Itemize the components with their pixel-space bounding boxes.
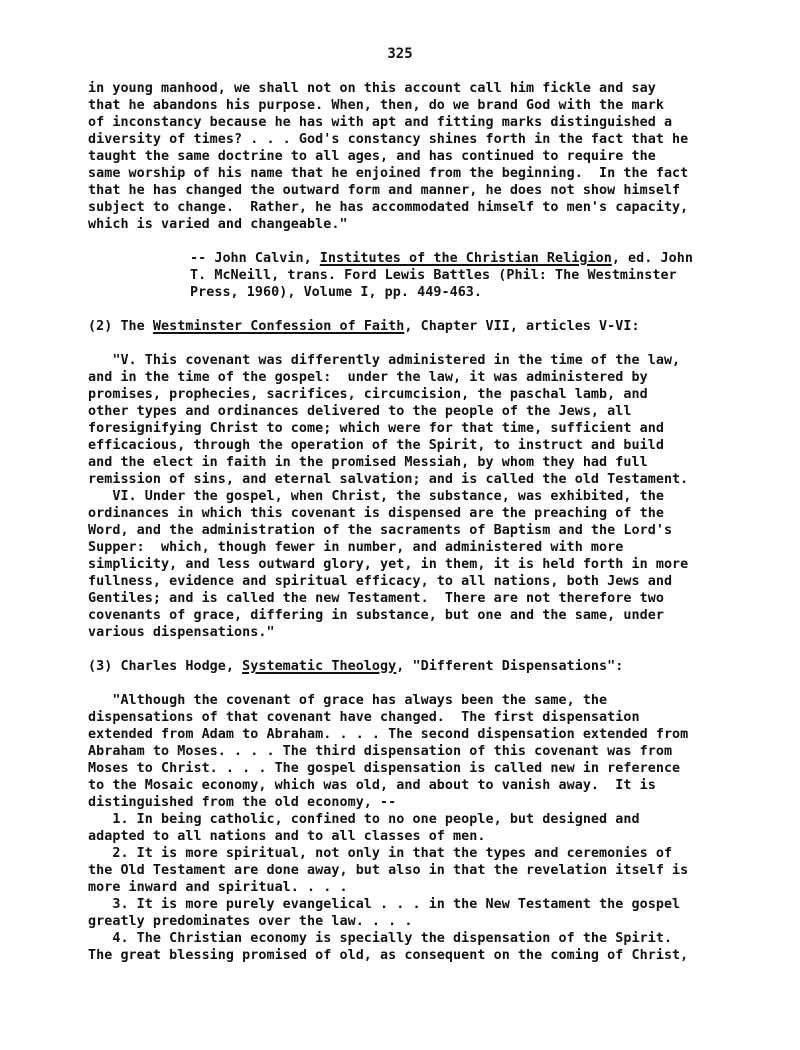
heading-title: Systematic Theology (242, 659, 397, 674)
page-number: 325 (387, 46, 413, 62)
text-line: to the Mosaic economy, which was old, and about to vanish away. It is (88, 778, 656, 793)
text-line: foresignifying Christ to come; which were for that time, sufficient and (88, 421, 664, 436)
text-line: Abraham to Moses. . . . The third dispensation of this covenant was from (88, 744, 673, 759)
heading-suffix: , Chapter VII, articles V-VI: (404, 319, 640, 334)
section-3-heading (88, 658, 623, 675)
text-line: that he has changed the outward form and manner, he does not show himself (88, 183, 681, 198)
text-line: 2. It is more spiritual, not only in that the types and ceremonies of (88, 846, 673, 861)
text-line: taught the same doctrine to all ages, and has continued to require the (88, 149, 656, 164)
citation-line (190, 250, 693, 267)
citation-editor: , ed. John (611, 251, 693, 266)
text-line: more inward and spiritual. . . . (88, 880, 348, 895)
text-line: fullness, evidence and spiritual efficacy, to all nations, both Jews and (88, 574, 673, 589)
text-line: greatly predominates over the law. . . . (88, 914, 413, 929)
text-line: distinguished from the old economy, -- (88, 795, 397, 810)
section-2-heading (88, 318, 640, 335)
text-line: various dispensations." (88, 625, 275, 640)
text-line: which is varied and changeable." (88, 217, 348, 232)
text-line: ordinances in which this covenant is dispensed are the preaching of the (88, 506, 664, 521)
text-line: same worship of his name that he enjoined from the beginning. In the fact (88, 166, 689, 181)
text-line: VI. Under the gospel, when Christ, the substance, was exhibited, the (88, 489, 664, 504)
text-line: and the elect in faith in the promised Messiah, by whom they had full (88, 455, 648, 470)
text-line: and in the time of the gospel: under the law, it was administered by (88, 370, 648, 385)
text-line: adapted to all nations and to all classes of men. (88, 829, 486, 844)
citation-line: Press, 1960), Volume I, pp. 449-463. (190, 285, 483, 300)
text-line: in young manhood, we shall not on this account call him fickle and say (88, 81, 656, 96)
text-line: "V. This covenant was differently administered in the time of the law, (88, 353, 681, 368)
citation-book-title: Institutes of the Christian Religion (319, 251, 612, 266)
text-line: The great blessing promised of old, as consequent on the coming of Christ, (88, 948, 689, 963)
heading-title: Westminster Confession of Faith (152, 319, 405, 334)
text-line: covenants of grace, differing in substance, but one and the same, under (88, 608, 664, 623)
text-line: that he abandons his purpose. When, then, do we brand God with the mark (88, 98, 664, 113)
text-line: simplicity, and less outward glory, yet, in them, it is held forth in more (88, 557, 689, 572)
text-line: promises, prophecies, sacrifices, circumcision, the paschal lamb, and (88, 387, 648, 402)
text-line: 3. It is more purely evangelical . . . in the New Testament the gospel (88, 897, 681, 912)
text-line: Gentiles; and is called the new Testament. There are not therefore two (88, 591, 664, 606)
text-line: extended from Adam to Abraham. . . . The second dispensation extended from (88, 727, 689, 742)
citation-prefix: -- John Calvin, (190, 251, 320, 266)
text-line: 1. In being catholic, confined to no one people, but designed and (88, 812, 640, 827)
text-line: 4. The Christian economy is specially the dispensation of the Spirit. (88, 931, 673, 946)
text-line: Supper: which, though fewer in number, and administered with more (88, 540, 624, 555)
text-line: diversity of times? . . . God's constancy shines forth in the fact that he (88, 132, 689, 147)
text-line: of inconstancy because he has with apt and fitting marks distinguished a (88, 115, 673, 130)
text-line: efficacious, through the operation of the Spirit, to instruct and build (88, 438, 664, 453)
text-line: dispensations of that covenant have changed. The first dispensation (88, 710, 640, 725)
heading-suffix: , "Different Dispensations": (396, 659, 624, 674)
text-line: "Although the covenant of grace has always been the same, the (88, 693, 608, 708)
heading-prefix: (3) Charles Hodge, (88, 659, 243, 674)
text-line: remission of sins, and eternal salvation; and is called the old Testament. (88, 472, 689, 487)
heading-prefix: (2) The (88, 319, 153, 334)
text-line: the Old Testament are done away, but also in that the revelation itself is (88, 863, 689, 878)
citation-line: T. McNeill, trans. Ford Lewis Battles (Phil: The Westminster (190, 268, 677, 283)
text-line: subject to change. Rather, he has accommodated himself to men's capacity, (88, 200, 689, 215)
text-line: Moses to Christ. . . . The gospel dispensation is called new in reference (88, 761, 681, 776)
text-line: other types and ordinances delivered to the people of the Jews, all (88, 404, 632, 419)
text-line: Word, and the administration of the sacraments of Baptism and the Lord's (88, 523, 673, 538)
